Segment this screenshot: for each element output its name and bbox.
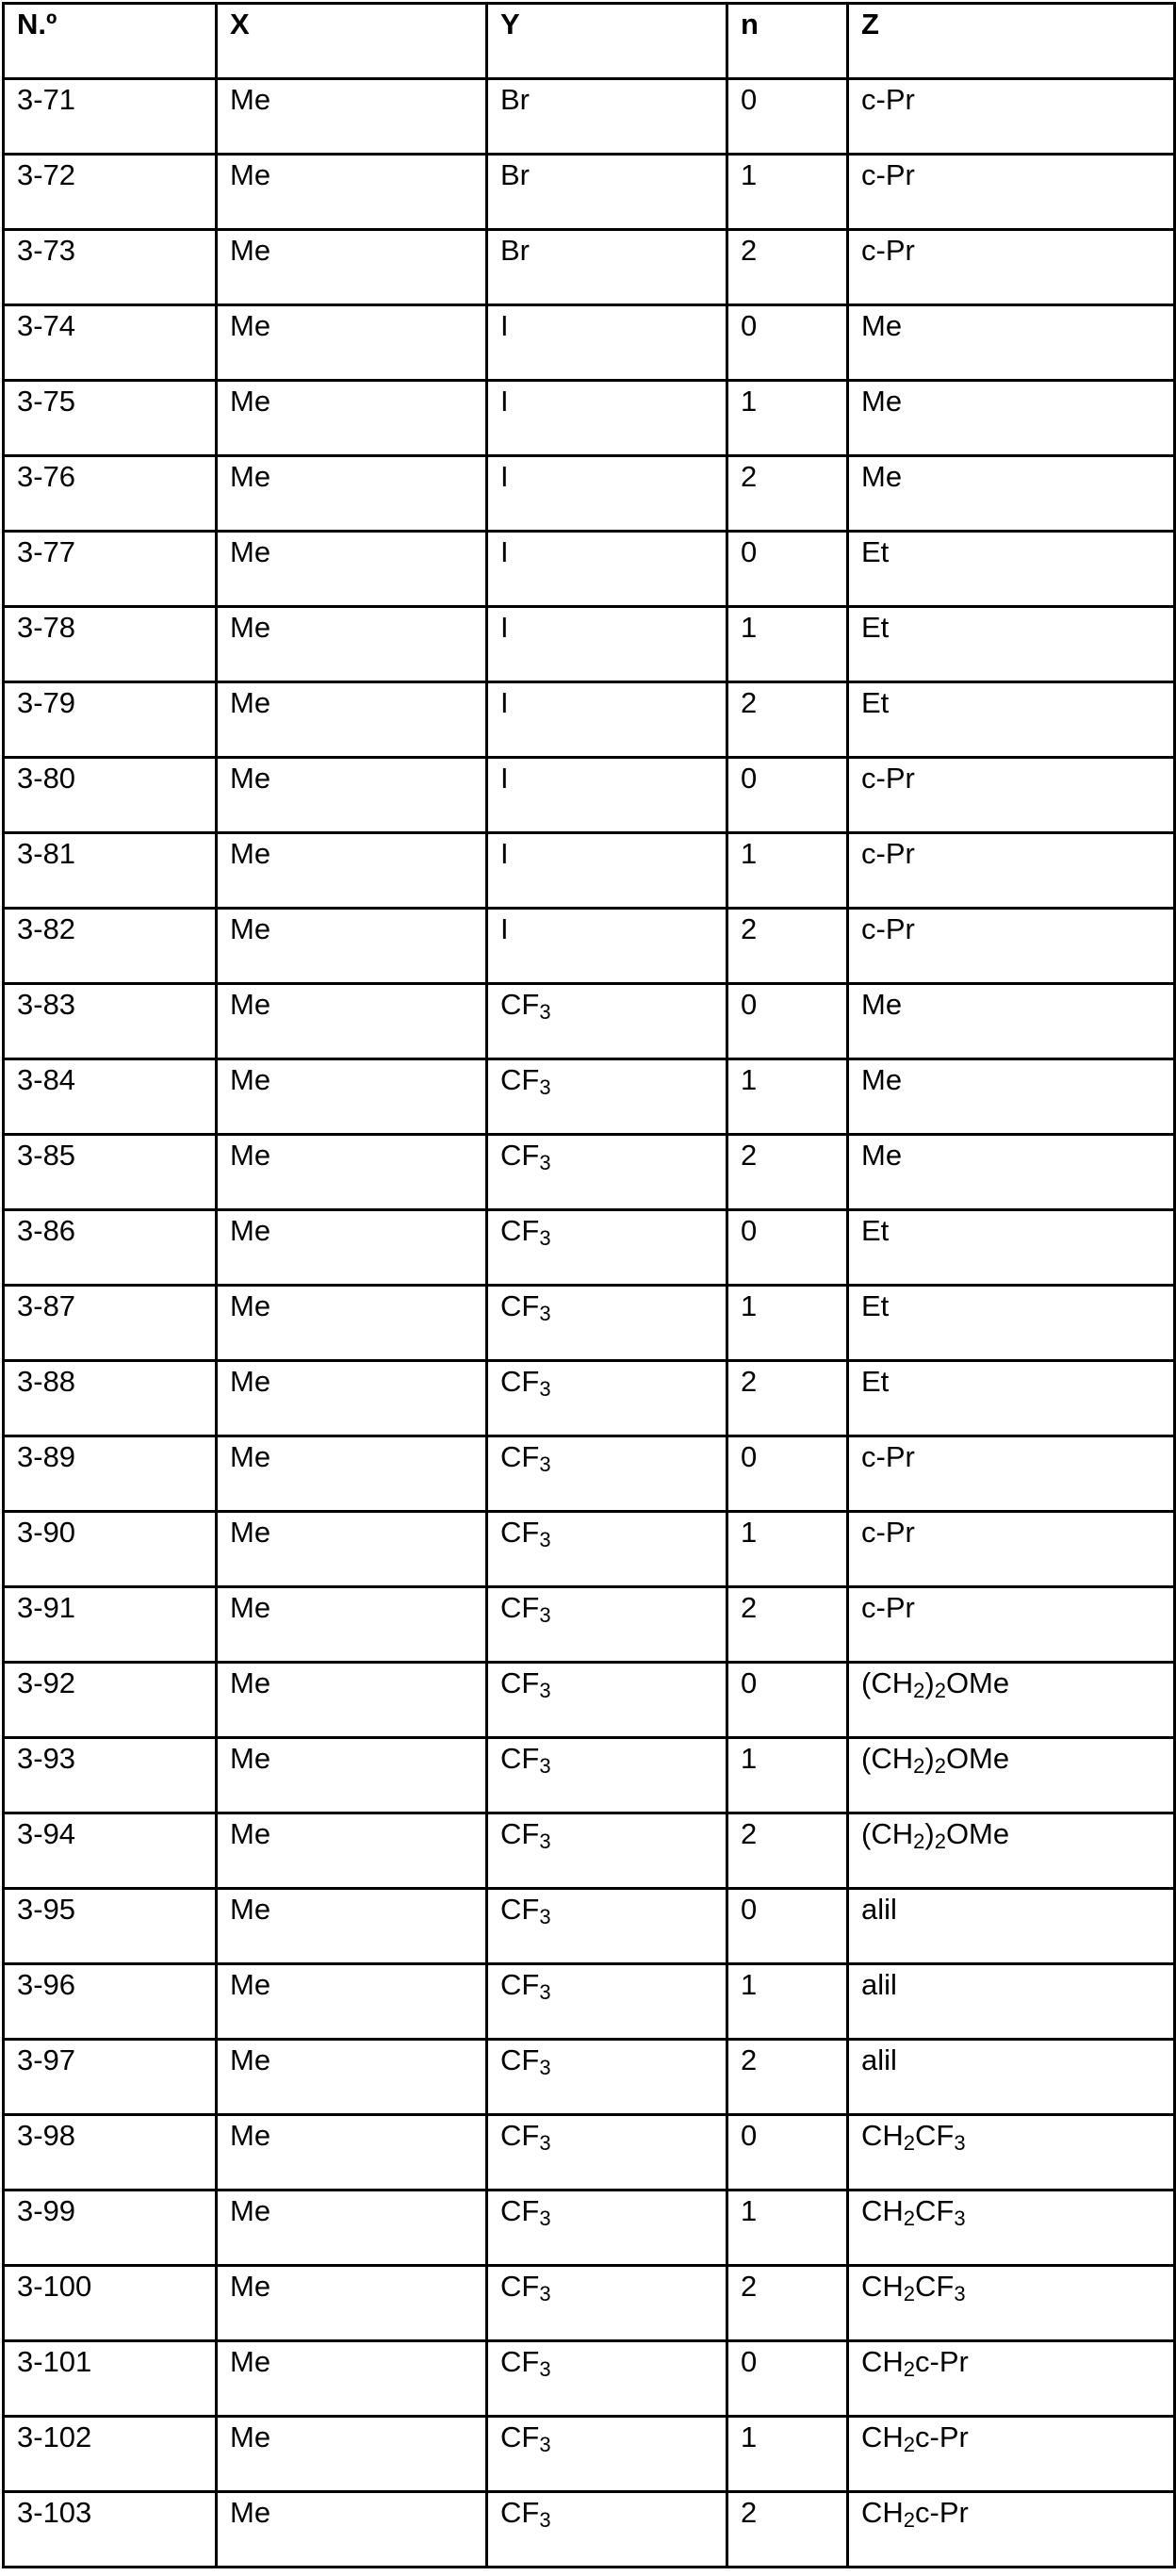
cell-z: $(CH_2)_2OMe$ [848, 1663, 1175, 1738]
cell-y: $CF_3$ [487, 1361, 727, 1436]
cell-n: 1 [727, 1059, 848, 1135]
cell-x: Me [217, 1436, 487, 1512]
cell-n: 0 [727, 79, 848, 155]
table-row [4, 1889, 1175, 1964]
cell-n: 0 [727, 532, 848, 607]
header-n: n [727, 4, 848, 79]
cell-y: I [487, 833, 727, 909]
cell-x: Me [217, 2492, 487, 2568]
cell-n: 0 [727, 984, 848, 1059]
cell-no: 3-93 [4, 1738, 217, 1813]
cell-x: Me [217, 2040, 487, 2115]
cell-z: alil [848, 1889, 1175, 1964]
cell-n: 1 [727, 381, 848, 456]
cell-y: $CF_3$ [487, 1512, 727, 1587]
table-row [4, 2190, 1175, 2266]
cell-y: Br [487, 155, 727, 230]
cell-z: Me [848, 1059, 1175, 1135]
cell-no: 3-82 [4, 909, 217, 984]
table-row [4, 2417, 1175, 2492]
table-row [4, 2115, 1175, 2190]
table-row [4, 2266, 1175, 2341]
cell-z: $(CH_2)_2OMe$ [848, 1813, 1175, 1889]
cell-y: I [487, 909, 727, 984]
table-row [4, 2341, 1175, 2417]
cell-n: 1 [727, 2417, 848, 2492]
cell-y: I [487, 682, 727, 758]
cell-n: 0 [727, 1889, 848, 1964]
cell-no: 3-79 [4, 682, 217, 758]
cell-n: 0 [727, 1436, 848, 1512]
cell-y: Br [487, 230, 727, 305]
cell-no: 3-73 [4, 230, 217, 305]
cell-x: Me [217, 758, 487, 833]
cell-n: 1 [727, 155, 848, 230]
table-row [4, 2040, 1175, 2115]
cell-no: 3-81 [4, 833, 217, 909]
table-row [4, 758, 1175, 833]
cell-z: Et [848, 1286, 1175, 1361]
cell-n: 0 [727, 1210, 848, 1286]
cell-x: Me [217, 1738, 487, 1813]
cell-x: Me [217, 2341, 487, 2417]
table-row [4, 833, 1175, 909]
cell-no: 3-97 [4, 2040, 217, 2115]
cell-y: $CF_3$ [487, 2492, 727, 2568]
header-no: N.º [4, 4, 217, 79]
header-x: X [217, 4, 487, 79]
table-body [4, 79, 1175, 2568]
table-row [4, 155, 1175, 230]
cell-z: Me [848, 381, 1175, 456]
cell-no: 3-75 [4, 381, 217, 456]
cell-y: $CF_3$ [487, 2266, 727, 2341]
cell-n: 0 [727, 1663, 848, 1738]
cell-n: 2 [727, 1587, 848, 1663]
cell-n: 1 [727, 1738, 848, 1813]
cell-z: $CH_2CF_3$ [848, 2115, 1175, 2190]
cell-y: I [487, 532, 727, 607]
cell-z: $CH_2CF_3$ [848, 2266, 1175, 2341]
cell-no: 3-92 [4, 1663, 217, 1738]
cell-z: $CH_2c-Pr$ [848, 2341, 1175, 2417]
cell-y: $CF_3$ [487, 1210, 727, 1286]
cell-y: I [487, 758, 727, 833]
cell-y: $CF_3$ [487, 1964, 727, 2040]
cell-no: 3-94 [4, 1813, 217, 1889]
cell-z: c-Pr [848, 909, 1175, 984]
cell-x: Me [217, 230, 487, 305]
cell-n: 1 [727, 1964, 848, 2040]
cell-z: Et [848, 682, 1175, 758]
table-row [4, 305, 1175, 381]
table-row [4, 230, 1175, 305]
cell-n: 2 [727, 2040, 848, 2115]
cell-z: c-Pr [848, 79, 1175, 155]
table-row [4, 532, 1175, 607]
cell-x: Me [217, 1964, 487, 2040]
cell-n: 2 [727, 1135, 848, 1210]
cell-y: $CF_3$ [487, 2040, 727, 2115]
header-row [4, 4, 1175, 79]
cell-x: Me [217, 2190, 487, 2266]
table-row [4, 456, 1175, 532]
cell-no: 3-87 [4, 1286, 217, 1361]
cell-z: c-Pr [848, 1512, 1175, 1587]
cell-z: $CH_2c-Pr$ [848, 2492, 1175, 2568]
cell-x: Me [217, 1210, 487, 1286]
cell-no: 3-90 [4, 1512, 217, 1587]
cell-no: 3-89 [4, 1436, 217, 1512]
table-row [4, 381, 1175, 456]
cell-z: c-Pr [848, 155, 1175, 230]
cell-n: 2 [727, 230, 848, 305]
cell-z: Et [848, 1361, 1175, 1436]
cell-x: Me [217, 1512, 487, 1587]
table-row [4, 909, 1175, 984]
table-row [4, 1813, 1175, 1889]
cell-no: 3-85 [4, 1135, 217, 1210]
header-y: Y [487, 4, 727, 79]
cell-x: Me [217, 1135, 487, 1210]
cell-x: Me [217, 1059, 487, 1135]
table-row [4, 1059, 1175, 1135]
cell-x: Me [217, 607, 487, 682]
table-row [4, 79, 1175, 155]
cell-n: 1 [727, 1286, 848, 1361]
cell-n: 2 [727, 909, 848, 984]
cell-no: 3-86 [4, 1210, 217, 1286]
cell-z: Et [848, 532, 1175, 607]
cell-z: c-Pr [848, 758, 1175, 833]
cell-no: 3-99 [4, 2190, 217, 2266]
cell-y: $CF_3$ [487, 2341, 727, 2417]
cell-y: $CF_3$ [487, 1059, 727, 1135]
cell-no: 3-77 [4, 532, 217, 607]
cell-n: 2 [727, 2266, 848, 2341]
cell-n: 2 [727, 1361, 848, 1436]
cell-z: Me [848, 1135, 1175, 1210]
cell-n: 1 [727, 1512, 848, 1587]
cell-x: Me [217, 2417, 487, 2492]
table-row [4, 984, 1175, 1059]
compound-table [2, 2, 1176, 2568]
cell-z: Me [848, 305, 1175, 381]
cell-z: Et [848, 607, 1175, 682]
cell-x: Me [217, 2115, 487, 2190]
cell-x: Me [217, 682, 487, 758]
cell-x: Me [217, 1813, 487, 1889]
table-row [4, 1663, 1175, 1738]
cell-z: alil [848, 2040, 1175, 2115]
cell-y: $CF_3$ [487, 2115, 727, 2190]
cell-n: 2 [727, 682, 848, 758]
cell-no: 3-80 [4, 758, 217, 833]
table-row [4, 1738, 1175, 1813]
table-row [4, 1512, 1175, 1587]
cell-n: 0 [727, 305, 848, 381]
cell-y: $CF_3$ [487, 1286, 727, 1361]
cell-z: c-Pr [848, 1436, 1175, 1512]
cell-y: Br [487, 79, 727, 155]
cell-n: 2 [727, 456, 848, 532]
cell-y: $CF_3$ [487, 1587, 727, 1663]
cell-no: 3-88 [4, 1361, 217, 1436]
cell-x: Me [217, 1361, 487, 1436]
cell-z: $CH_2c-Pr$ [848, 2417, 1175, 2492]
table-row [4, 1286, 1175, 1361]
cell-x: Me [217, 833, 487, 909]
cell-no: 3-74 [4, 305, 217, 381]
cell-x: Me [217, 456, 487, 532]
cell-y: $CF_3$ [487, 1738, 727, 1813]
cell-y: $CF_3$ [487, 1663, 727, 1738]
cell-no: 3-98 [4, 2115, 217, 2190]
cell-n: 0 [727, 2115, 848, 2190]
table-row [4, 1436, 1175, 1512]
cell-no: 3-91 [4, 1587, 217, 1663]
cell-z: $CH_2CF_3$ [848, 2190, 1175, 2266]
cell-x: Me [217, 155, 487, 230]
header-z: Z [848, 4, 1175, 79]
cell-y: I [487, 381, 727, 456]
cell-n: 1 [727, 833, 848, 909]
cell-y: $CF_3$ [487, 2417, 727, 2492]
cell-no: 3-102 [4, 2417, 217, 2492]
cell-y: I [487, 607, 727, 682]
cell-x: Me [217, 984, 487, 1059]
cell-x: Me [217, 2266, 487, 2341]
cell-n: 1 [727, 2190, 848, 2266]
cell-x: Me [217, 909, 487, 984]
cell-z: $(CH_2)_2OMe$ [848, 1738, 1175, 1813]
cell-n: 0 [727, 2341, 848, 2417]
table-row [4, 682, 1175, 758]
cell-n: 1 [727, 607, 848, 682]
table-row [4, 1964, 1175, 2040]
cell-x: Me [217, 305, 487, 381]
cell-z: Et [848, 1210, 1175, 1286]
cell-x: Me [217, 381, 487, 456]
cell-x: Me [217, 532, 487, 607]
cell-y: $CF_3$ [487, 1135, 727, 1210]
cell-no: 3-96 [4, 1964, 217, 2040]
cell-no: 3-95 [4, 1889, 217, 1964]
table-row [4, 607, 1175, 682]
cell-no: 3-103 [4, 2492, 217, 2568]
cell-x: Me [217, 1889, 487, 1964]
cell-n: 2 [727, 1813, 848, 1889]
cell-x: Me [217, 1587, 487, 1663]
cell-x: Me [217, 79, 487, 155]
cell-no: 3-78 [4, 607, 217, 682]
cell-no: 3-72 [4, 155, 217, 230]
cell-y: $CF_3$ [487, 1889, 727, 1964]
cell-y: $CF_3$ [487, 1436, 727, 1512]
cell-no: 3-83 [4, 984, 217, 1059]
cell-no: 3-71 [4, 79, 217, 155]
cell-y: I [487, 305, 727, 381]
cell-y: I [487, 456, 727, 532]
cell-z: alil [848, 1964, 1175, 2040]
cell-z: c-Pr [848, 833, 1175, 909]
cell-x: Me [217, 1286, 487, 1361]
cell-no: 3-101 [4, 2341, 217, 2417]
cell-z: Me [848, 984, 1175, 1059]
table-row [4, 1210, 1175, 1286]
cell-z: c-Pr [848, 1587, 1175, 1663]
cell-y: $CF_3$ [487, 2190, 727, 2266]
cell-n: 2 [727, 2492, 848, 2568]
cell-no: 3-76 [4, 456, 217, 532]
table-row [4, 1361, 1175, 1436]
cell-y: $CF_3$ [487, 984, 727, 1059]
cell-no: 3-100 [4, 2266, 217, 2341]
cell-z: c-Pr [848, 230, 1175, 305]
table-row [4, 2492, 1175, 2568]
cell-x: Me [217, 1663, 487, 1738]
table-row [4, 1135, 1175, 1210]
table-row [4, 1587, 1175, 1663]
cell-no: 3-84 [4, 1059, 217, 1135]
cell-n: 0 [727, 758, 848, 833]
cell-z: Me [848, 456, 1175, 532]
cell-y: $CF_3$ [487, 1813, 727, 1889]
